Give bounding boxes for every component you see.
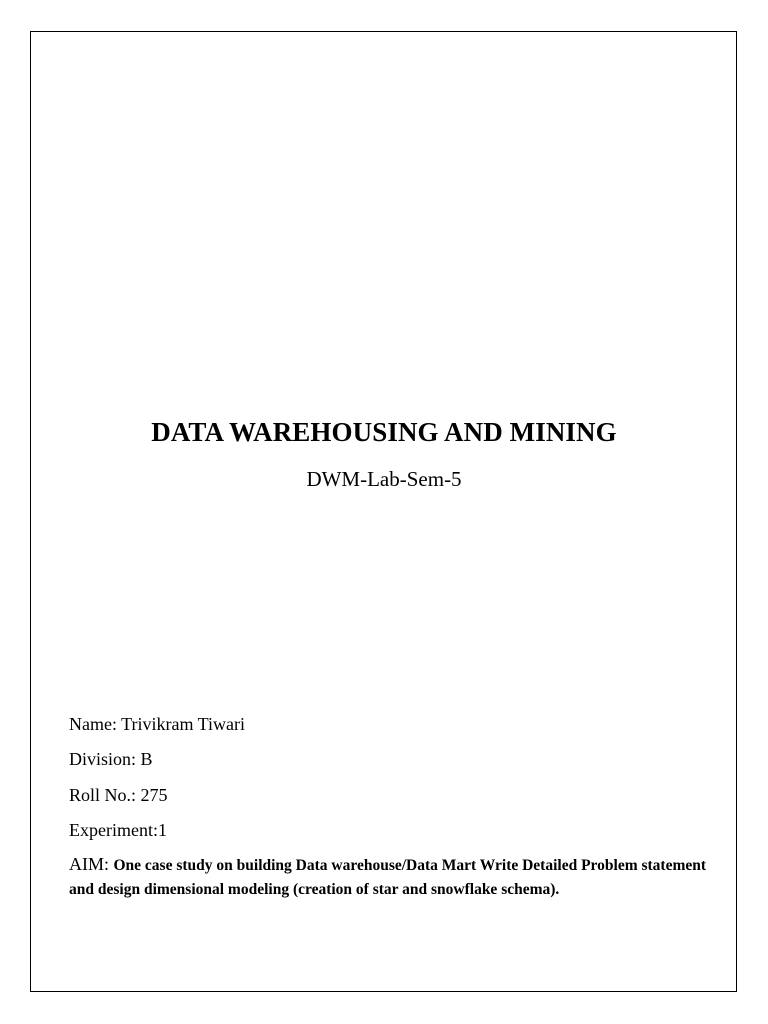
aim-text: One case study on building Data warehouse/Data Mart Write Detailed Problem statement and design dimensional modeling (creation of star and snowflake schema). [69, 857, 707, 898]
aim-section [69, 853, 709, 901]
page-border [30, 31, 737, 992]
experiment-number: Experiment:1 [69, 820, 167, 840]
student-roll-no: Roll No.: 275 [69, 785, 168, 805]
aim-label: AIM: [69, 854, 114, 874]
student-division: Division: B [69, 749, 153, 769]
document-subtitle: DWM-Lab-Sem-5 [306, 467, 462, 491]
student-name: Name: Trivikram Tiwari [69, 714, 246, 734]
document-title: DATA WAREHOUSING AND MINING [151, 417, 617, 447]
